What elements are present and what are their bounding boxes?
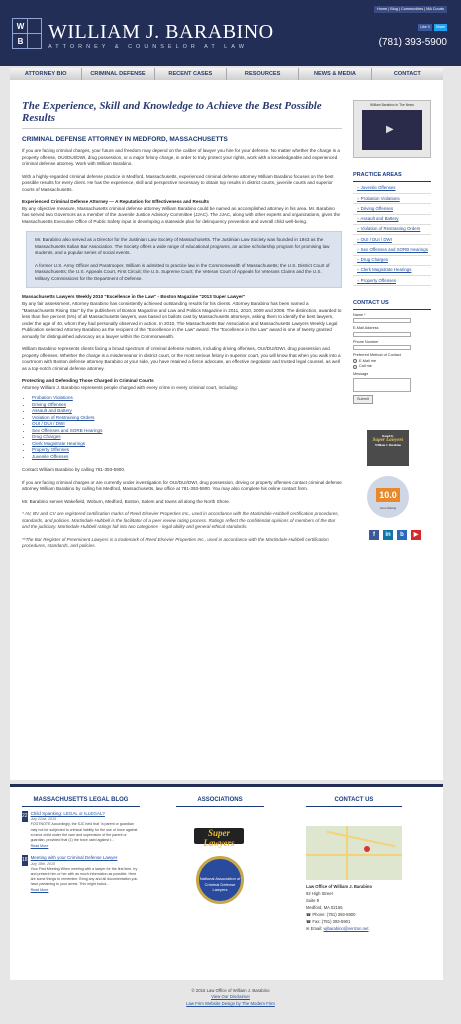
method-label: Preferred Method of Contact: [353, 353, 401, 358]
reputation-paragraph: By any objective measure, Massachusetts criminal defense attorney William Barabino could be named an accomplished attorney in his area. Mr. Barabino has served two Governors as a member of the Juvenile Justice Advisory Committee (JJAC). The JJAC, along with other experts and organizations, gives the Massachusetts Executive Office of Public Safety input in developing a statewide plan for delinquency prevention and overall child well-being.: [22, 205, 341, 224]
name-field[interactable]: [353, 318, 411, 323]
call-paragraph: Contact William Barabino by calling 781-393-5900.: [22, 467, 126, 473]
email-link[interactable]: wjbarabino@verizon.net: [323, 925, 369, 931]
fax-icon: ☎: [306, 918, 313, 924]
blog-heading: MASSACHUSETTS LEGAL BLOG: [22, 796, 140, 807]
news-video[interactable]: [353, 100, 431, 158]
section-heading-awards: Massachusetts Lawyers Weekly 2010 "Excellence in the Law" - Boston Magazine "2013 Super Lawyer": [22, 294, 246, 300]
nav-news-media[interactable]: NEWS & MEDIA: [299, 68, 371, 80]
map-pin-icon: [364, 846, 370, 852]
nav-resources[interactable]: RESOURCES: [227, 68, 299, 80]
list-item[interactable]: • Probation Violations: [32, 395, 342, 402]
post-title-link[interactable]: Meeting with your Criminal Defense Lawyer: [30, 855, 118, 861]
email-field[interactable]: [353, 332, 411, 337]
nacdl-seal[interactable]: National Association of Criminal Defense Lawyers: [196, 856, 244, 904]
footer-fax: ☎ Fax: (781) 393-5901: [306, 918, 351, 924]
bar-register-disclaimer: **The Bar Register of Preeminent Lawyers is a trademark of Reed Elsevier Properties Inc., used in accordance with the Martindale-Hubbell certification procedures, standards, and policies.: [22, 536, 329, 549]
site-header: [0, 0, 461, 66]
tagline: The Experience, Skill and Knowledge to Achieve the Best Possible Results: [22, 100, 342, 129]
practice-areas-list: [353, 184, 431, 287]
nav-attorney-bio[interactable]: ATTORNEY BIO: [10, 68, 82, 80]
practice-link[interactable]: » Assault and Battery: [353, 215, 431, 225]
calendar-icon: 22: [22, 811, 28, 822]
util-courts-link[interactable]: MA Courts: [426, 7, 444, 11]
share-button[interactable]: Share: [435, 25, 445, 29]
logo[interactable]: [12, 18, 42, 49]
blog-post: 22 Child Spanking: LEGAL or ILLEGAL? July 22nd, 2015 FOOTNOTE Accordingly, the SJC held that "a parent or guardian may not be subjected to criminal liability for the use of force against a minor child under the care and supervision of the parent or guardian, provided that (1) the force used against t... Read More: [22, 811, 140, 849]
firm-name[interactable]: WILLIAM J. BARABINO: [48, 21, 274, 43]
footer-phone[interactable]: ☎ Phone: (781) 393-5900: [306, 911, 356, 917]
practice-link[interactable]: » OUI / DUI / DWI: [353, 235, 431, 245]
list-item[interactable]: • Property Offenses: [32, 447, 342, 454]
section-heading-reputation: Experienced Criminal Defense Attorney — A Reputation for Effectiveness and Results: [22, 199, 210, 205]
phone-label: Phone Number: [353, 339, 379, 344]
name-label: Name *: [353, 313, 366, 318]
practice-link[interactable]: » Sex Offenses and SORB Hearings: [353, 245, 431, 255]
sidebar-social-icons: [369, 530, 431, 540]
avvo-score: 10.0: [376, 488, 400, 502]
practice-paragraph: With a highly-regarded criminal defense practice in Medford, Massachusetts, experienced criminal defense attorney William Barabino focuses on the best possible results for every client. He has the experience, skill and perspective necessary to obtain top results in district courts, juvenile courts and superior courts of Massachusetts.: [22, 173, 334, 192]
offense-list: [32, 395, 342, 460]
blog-post: 18 Meeting with your Criminal Defense Lawyer July 18th, 2015 Your First Meeting When meeting with a lawyer for the first time, try and present him or her with as much information as possible. Here are some things to remember. Bring any and all documentation you have pertaining to your arrest. This might includ... Read More: [22, 855, 140, 893]
avvo-rating-badge[interactable]: 10.0 Avvo Rating: [367, 476, 409, 518]
list-item[interactable]: • Sex Offenses and SORB Hearings: [32, 428, 342, 435]
message-field[interactable]: [353, 378, 411, 392]
util-blog-link[interactable]: Blog: [390, 7, 398, 11]
practice-link[interactable]: » Driving Offenses: [353, 204, 431, 214]
disclaimer-link[interactable]: View Our Disclaimer: [211, 994, 250, 1000]
list-intro: Attorney William J. Barabino represents people charged with every crime in every criminal court, including:: [22, 384, 238, 390]
office-map[interactable]: [306, 826, 402, 880]
list-item[interactable]: • Clerk Magistrate Hearings: [32, 441, 342, 448]
firm-subtitle: ATTORNEY & COUNSELOR AT LAW: [48, 44, 248, 50]
practice-link[interactable]: » Clerk Magistrate Hearings: [353, 266, 431, 276]
super-lawyers-logo[interactable]: Super Lawyers: [194, 828, 244, 844]
header-phone[interactable]: (781) 393-5900: [378, 37, 447, 48]
main-content: [22, 100, 342, 556]
super-lawyers-badge[interactable]: Rated by Super Lawyers William J. Barabino: [367, 430, 409, 466]
list-item[interactable]: • OUI / DUI / DWI: [32, 421, 342, 428]
phone-field[interactable]: [353, 345, 411, 350]
practice-link[interactable]: » Juvenile Offenses: [353, 184, 431, 194]
site-footer: [0, 988, 461, 1007]
footer-contact-heading: CONTACT US: [306, 796, 402, 807]
header-social: [418, 24, 447, 31]
content-page: [10, 80, 443, 780]
awards-paragraph: By any fair assessment, Attorney Barabino has consistently achieved outstanding results for his clients. Attorney Barabino has been named a "Massachusetts Rising Star" by the publishers of Boston Magazine and Law and Politics Magazine in 2011, 2010, 2009 and 2008. The distinction, awarded to less than five percent (5%) of all Massachusetts lawyers, was based on ballots cast by Massachusetts attorneys, asking them to identify the best lawyers, under the age of 40, whom they had personally observed in action. In 2010, The Massachusetts Bar Association and Massachusetts Lawyers Weekly Legal Publication selected Attorney Barabino as the recipient of the "Excellence in the Law" award. The "Excellence in the Law" award is one of twenty granted annually for distinguished advocacy as a lawyer within the Commonwealth.: [22, 300, 342, 339]
facebook-icon[interactable]: f: [369, 530, 379, 540]
footer-email: ✉ Email: wjbarabino@verizon.net: [306, 925, 369, 931]
footer-contact: Law Office of William J. Barabino 92 High Street Suite 9 Medford, MA 02155 ☎ Phone: (781) 393-5900 ☎ Fax: (781) 393-5901 ✉ Email: wjbarabino@verizon.net: [306, 884, 406, 932]
linkedin-icon[interactable]: in: [383, 530, 393, 540]
list-item[interactable]: • Drug Charges: [32, 434, 342, 441]
intro-paragraph: If you are facing criminal charges, your future and freedom may depend on the caliber of lawyer you hire for your defense. No matter whether the charge is a property offense, OUI/DUI/DWI, drug possession, or a major felony charge, in order to truly protect your rights, work with a knowledgeable and experienced criminal defense attorney. Work with William Barabino.: [22, 148, 340, 167]
read-more-link[interactable]: Read More: [30, 843, 49, 848]
utility-nav: Home | Blog | Communities | MA Courts: [374, 6, 447, 13]
blog-icon[interactable]: b: [397, 530, 407, 540]
message-label: Message: [353, 372, 369, 377]
contact-form: [353, 313, 431, 404]
callout-paragraph-2: A former U.S. Army Officer and Paratrooper, William is admitted to practice law in the Commonwealth of Massachusetts; the U.S. District Court of Massachusetts; the U.S. Appeals Court, First Circuit; the U.S. Supreme Court; the Veteran Court of Appeals for Veterans Claims and the U.S. Military Commissions for the Department of Defense.: [35, 262, 330, 281]
list-item[interactable]: • Assault and Battery: [32, 408, 342, 415]
calendar-icon: 18: [22, 855, 28, 866]
section-heading-protecting: Protecting and Defending Those Charged in Criminal Courts: [22, 378, 154, 384]
facebook-like-button[interactable]: Like 0: [420, 25, 430, 29]
practice-link[interactable]: » Drug Charges: [353, 256, 431, 266]
email-me-radio[interactable]: E-Mail me: [353, 359, 431, 364]
submit-button[interactable]: Submit: [353, 395, 373, 404]
page-title: CRIMINAL DEFENSE ATTORNEY IN MEDFORD, MASSACHUSETTS: [22, 136, 228, 143]
blog-list: [22, 811, 140, 900]
play-icon[interactable]: ▶: [386, 123, 394, 135]
phone-icon: ☎: [306, 911, 313, 917]
service-area-paragraph: Mr. Barabino serves Wakefield, Woburn, Medford, Boston, Salem and towns all along the North Shore.: [22, 498, 231, 504]
nav-recent-cases[interactable]: RECENT CASES: [155, 68, 227, 80]
call-me-radio[interactable]: Call me: [353, 364, 431, 369]
video-thumbnail[interactable]: [362, 110, 422, 150]
contact-form-heading: CONTACT US: [353, 300, 431, 310]
logo-initial-b: B: [17, 37, 24, 46]
practice-areas-heading: PRACTICE AREAS: [353, 172, 431, 182]
associations-heading: ASSOCIATIONS: [176, 796, 264, 807]
post-title-link[interactable]: Child Spanking: LEGAL or ILLEGAL?: [30, 811, 105, 816]
callout-paragraph-1: Mr. Barabino also served as a Director for the Justinian Law Society of Massachusetts. The Justinian Law Society was founded in 1943 as the Massachusetts Italian Bar Association. The Society offers a wide range of educational programs, an active scholarship program for promising law students, and a popular series of social events.: [35, 237, 330, 256]
list-item[interactable]: • Juvenile Offenses: [32, 454, 342, 461]
list-item[interactable]: • Violation of Restraining Orders: [32, 415, 342, 422]
youtube-icon[interactable]: ▶: [411, 530, 421, 540]
bio-callout: [26, 231, 342, 288]
practice-link[interactable]: » Violation of Restraining Orders: [353, 225, 431, 235]
rating-disclaimer: * AV, BV and CV are registered certification marks of Reed Elsevier Properties Inc., used in accordance with the Martindale-Hubbell certification procedures, standards, and policies. Martindale-Hubbell is the facilitator of a peer review rating process. Ratings reflect the confidential opinions of members of the Bar and the judiciary. Martindale-Hubbell ratings fall into two categories - legal ability and general ethical standards.: [22, 511, 339, 530]
list-item[interactable]: • Driving Offenses: [32, 402, 342, 409]
nav-contact[interactable]: CONTACT: [393, 71, 421, 77]
util-communities-link[interactable]: Communities: [401, 7, 424, 11]
read-more-link[interactable]: Read More: [30, 888, 49, 893]
logo-initial-w: W: [16, 22, 25, 31]
bottom-section: [10, 784, 443, 980]
copyright: © 2016 Law Office of William J. Barabino: [191, 988, 270, 993]
sidebar: [353, 100, 431, 540]
practice-link[interactable]: » Property Offenses: [353, 276, 431, 286]
email-label: E-Mail Address: [353, 326, 379, 331]
representation-paragraph: William Barabino represents clients facing a broad spectrum of criminal defense matters, including driving offenses, OUI/DUI/DWI, drug possession and property offenses. Whether the charge is a misdemeanor in district court, or the most serious felony in superior court, you will know that when you walk into a courtroom with Boston defense attorney Barabino at your side, you have retained a fierce advocate, an effective negotiator and trusted legal counsel, as well as a top-notch criminal defense attorney.: [22, 346, 341, 371]
credit-link[interactable]: Law Firm Website Design by The Modern Firm: [186, 1000, 275, 1006]
util-home-link[interactable]: Home: [377, 7, 388, 11]
practice-link[interactable]: » Probation Violations: [353, 194, 431, 204]
nav-criminal-defense[interactable]: CRIMINAL DEFENSE: [82, 68, 154, 80]
video-title: William Barabino in The News: [370, 103, 414, 107]
main-nav: [10, 68, 443, 80]
mail-icon: ✉: [306, 925, 311, 931]
investigation-paragraph: If you are facing criminal charges or are currently under investigation for OUI/DUI/DWI, drug possession, driving or property offenses contact criminal defense attorney William Barabino by calling his Medford, Massachusetts, law office at 781-393-5900. You may also complete his online contact form.: [22, 479, 342, 492]
